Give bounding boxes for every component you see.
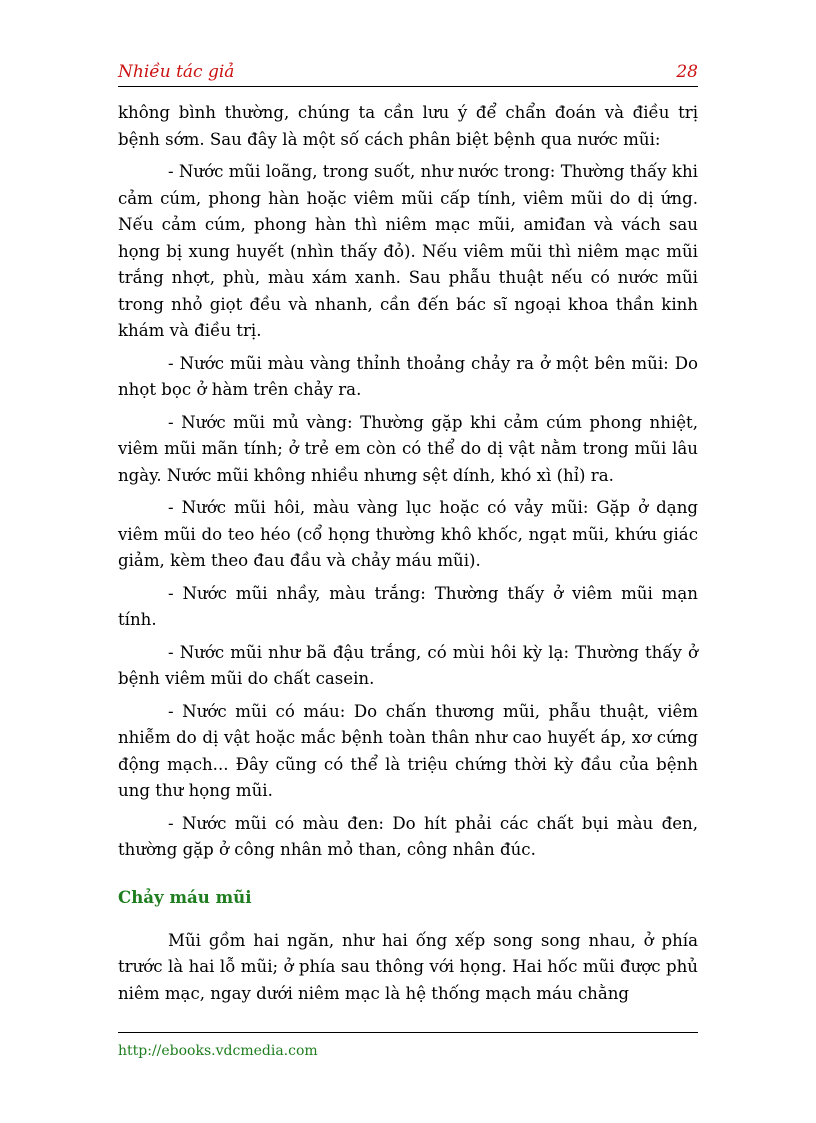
body-paragraph: - Nước mũi có máu: Do chấn thương mũi, phẫu thuật, viêm nhiễm do dị vật hoặc mắc bệnh toàn thân như cao huyết áp, xơ cứng động mạch... Đây cũng có thể là triệu chứng thời kỳ đầu của bệnh ung thư họng mũi. bbox=[118, 701, 698, 800]
header-author: Nhiều tác giả bbox=[118, 62, 235, 82]
page-header bbox=[118, 60, 698, 87]
body-paragraph: - Nước mũi loãng, trong suốt, như nước trong: Thường thấy khi cảm cúm, phong hàn hoặc viêm mũi cấp tính, viêm mũi do dị ứng. Nếu cảm cúm, phong hàn thì niêm mạc mũi, amiđan và vách sau họng bị xung huyết (nhìn thấy đỏ). Nếu viêm mũi thì niêm mạc mũi trắng nhợt, phù, màu xám xanh. Sau phẫu thuật nếu có nước mũi trong nhỏ giọt đều và nhanh, cần đến bác sĩ ngoại khoa thần kinh khám và điều trị. bbox=[118, 162, 698, 340]
section-paragraph: Mũi gồm hai ngăn, như hai ống xếp song song nhau, ở phía trước là hai lỗ mũi; ở phía sau thông với họng. Hai hốc mũi được phủ niêm mạc, ngay dưới niêm mạc là hệ thống mạch máu chằng bbox=[118, 930, 698, 1003]
body-paragraph: - Nước mũi có màu đen: Do hít phải các chất bụi màu đen, thường gặp ở công nhân mỏ than, công nhân đúc. bbox=[118, 813, 698, 859]
section-heading: Chảy máu mũi bbox=[118, 886, 252, 907]
page-number: 28 bbox=[676, 62, 698, 82]
body-paragraph: - Nước mũi như bã đậu trắng, có mùi hôi kỳ lạ: Thường thấy ở bệnh viêm mũi do chất casein. bbox=[118, 642, 698, 688]
body-paragraph: - Nước mũi mủ vàng: Thường gặp khi cảm cúm phong nhiệt, viêm mũi mãn tính; ở trẻ em còn có thể do dị vật nằm trong mũi lâu ngày. Nước mũi không nhiều nhưng sệt dính, khó xì (hỉ) ra. bbox=[118, 412, 698, 485]
body-paragraph: - Nước mũi hôi, màu vàng lục hoặc có vảy mũi: Gặp ở dạng viêm mũi do teo héo (cổ họng thường khô khốc, ngạt mũi, khứu giác giảm, kèm theo đau đầu và chảy máu mũi). bbox=[118, 498, 698, 570]
body-paragraph: không bình thường, chúng ta cần lưu ý để chẩn đoán và điều trị bệnh sớm. Sau đây là một số cách phân biệt bệnh qua nước mũi: bbox=[118, 103, 698, 149]
page-body bbox=[118, 100, 698, 1013]
footer-divider bbox=[118, 1032, 698, 1033]
footer-url-link[interactable]: http://ebooks.vdcmedia.com bbox=[118, 1043, 318, 1059]
body-paragraph: - Nước mũi nhầy, màu trắng: Thường thấy ở viêm mũi mạn tính. bbox=[118, 583, 698, 629]
body-paragraph: - Nước mũi màu vàng thỉnh thoảng chảy ra ở một bên mũi: Do nhọt bọc ở hàm trên chảy ra. bbox=[118, 353, 698, 399]
